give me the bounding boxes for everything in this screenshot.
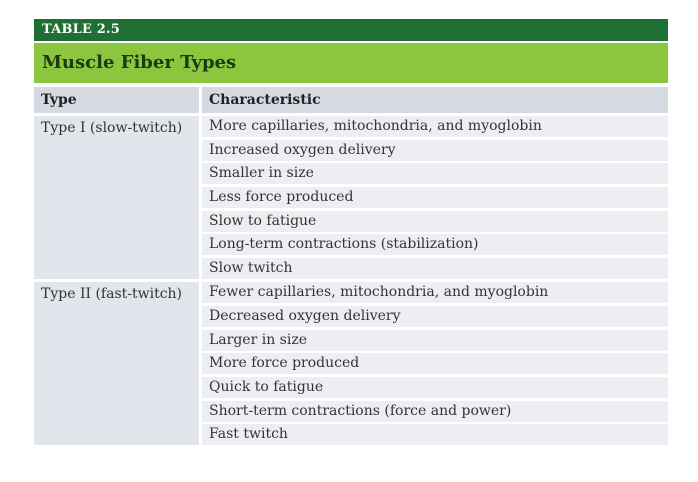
characteristic-row: Increased oxygen delivery: [202, 140, 668, 161]
table-title: Muscle Fiber Types: [34, 43, 668, 83]
characteristic-row: Larger in size: [202, 330, 668, 351]
characteristic-row: Short-term contractions (force and power): [202, 401, 668, 422]
fiber-group-type-2: [34, 282, 668, 445]
table-grid: [34, 87, 668, 445]
characteristic-list: [202, 282, 668, 445]
table-header-row: [34, 87, 668, 113]
table-number-label: TABLE 2.5: [34, 19, 668, 41]
characteristic-row: More capillaries, mitochondria, and myoglobin: [202, 116, 668, 137]
column-header-characteristic: Characteristic: [202, 87, 668, 113]
characteristic-row: Smaller in size: [202, 163, 668, 184]
column-header-type: Type: [34, 87, 199, 113]
characteristic-row: Quick to fatigue: [202, 377, 668, 398]
muscle-fiber-table: [34, 19, 668, 445]
characteristic-row: Long-term contractions (stabilization): [202, 234, 668, 255]
characteristic-row: Fast twitch: [202, 424, 668, 445]
characteristic-row: Less force produced: [202, 187, 668, 208]
fiber-type-cell: Type I (slow-twitch): [34, 116, 199, 279]
characteristic-row: Fewer capillaries, mitochondria, and myoglobin: [202, 282, 668, 303]
characteristic-row: Decreased oxygen delivery: [202, 306, 668, 327]
characteristic-row: Slow twitch: [202, 258, 668, 279]
characteristic-row: Slow to fatigue: [202, 211, 668, 232]
characteristic-row: More force produced: [202, 353, 668, 374]
characteristic-list: [202, 116, 668, 279]
fiber-group-type-1: [34, 116, 668, 279]
fiber-type-cell: Type II (fast-twitch): [34, 282, 199, 445]
